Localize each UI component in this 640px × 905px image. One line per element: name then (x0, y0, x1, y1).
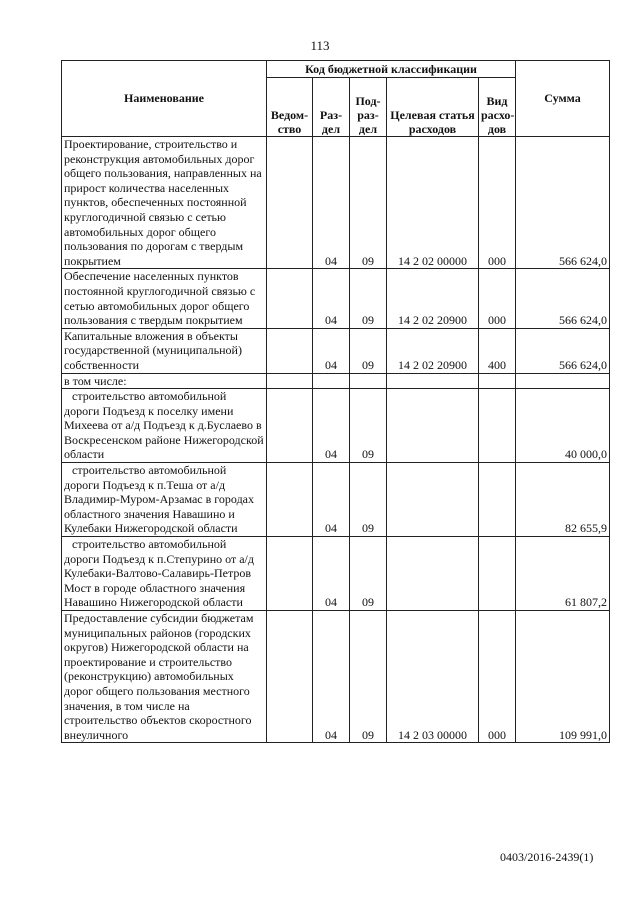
cell-target (387, 537, 479, 611)
cell-amount: 566 624,0 (516, 137, 610, 269)
header-kind: Вид расхо-дов (479, 78, 516, 137)
header-dept: Ведом-ство (267, 78, 313, 137)
table-row (62, 137, 610, 269)
cell-section: 04 (313, 611, 350, 743)
cell-kind (479, 373, 516, 389)
cell-kind: 000 (479, 611, 516, 743)
cell-amount: 109 991,0 (516, 611, 610, 743)
cell-dept (267, 328, 313, 373)
cell-dept (267, 373, 313, 389)
cell-section: 04 (313, 137, 350, 269)
cell-target: 14 2 02 00000 (387, 137, 479, 269)
cell-kind (479, 537, 516, 611)
document-code: 0403/2016-2439(1) (500, 850, 594, 864)
cell-dept (267, 611, 313, 743)
cell-name: Капитальные вложения в объекты государственной (муниципальной) собственности (62, 328, 267, 373)
cell-kind: 000 (479, 269, 516, 328)
cell-section: 04 (313, 328, 350, 373)
cell-name: в том числе: (62, 373, 267, 389)
header-amount: Сумма (516, 61, 610, 137)
cell-amount: 566 624,0 (516, 328, 610, 373)
cell-subsection: 09 (350, 137, 387, 269)
cell-section: 04 (313, 537, 350, 611)
table-row (62, 537, 610, 611)
page-number: 113 (310, 38, 330, 53)
cell-amount: 40 000,0 (516, 389, 610, 463)
cell-subsection: 09 (350, 537, 387, 611)
cell-target: 14 2 03 00000 (387, 611, 479, 743)
table-row (62, 328, 610, 373)
table-row (62, 269, 610, 328)
header-target: Целевая статья расходов (387, 78, 479, 137)
cell-amount: 61 807,2 (516, 537, 610, 611)
header-section: Раз-дел (313, 78, 350, 137)
cell-name: Проектирование, строительство и реконструкция автомобильных дорог общего пользования, направленных на прирост количества населенных пунктов, обеспеченных постоянной круглогодичной связью с сетью автомобильных дорог общего пользования по дорогам с твердым покрытием (62, 137, 267, 269)
header-name: Наименование (62, 61, 267, 137)
cell-dept (267, 269, 313, 328)
header-code-group: Код бюджетной классификации (267, 61, 516, 78)
cell-section: 04 (313, 389, 350, 463)
cell-target (387, 463, 479, 537)
budget-table (61, 60, 610, 743)
cell-name: строительство автомобильной дороги Подъезд к поселку имени Михеева от а/д Подъезд к д.Буслаево в Воскресенском районе Нижегородской области (62, 389, 267, 463)
cell-subsection: 09 (350, 389, 387, 463)
cell-section: 04 (313, 463, 350, 537)
table-row (62, 373, 610, 389)
cell-kind (479, 463, 516, 537)
cell-amount (516, 373, 610, 389)
cell-amount: 82 655,9 (516, 463, 610, 537)
cell-kind: 000 (479, 137, 516, 269)
cell-subsection: 09 (350, 269, 387, 328)
cell-target: 14 2 02 20900 (387, 269, 479, 328)
cell-kind (479, 389, 516, 463)
cell-target (387, 389, 479, 463)
cell-subsection: 09 (350, 611, 387, 743)
cell-name: строительство автомобильной дороги Подъезд к п.Теша от а/д Владимир-Муром-Арзамас в городах областного значения Навашино и Кулебаки Нижегородской области (62, 463, 267, 537)
cell-name: строительство автомобильной дороги Подъезд к п.Степурино от а/д Кулебаки-Валтово-Салавирь-Петров Мост в городе областного значения Навашино Нижегородской области (62, 537, 267, 611)
header-subsection: Под-раз-дел (350, 78, 387, 137)
cell-name: Предоставление субсидии бюджетам муниципальных районов (городских округов) Нижегородской области на проектирование и строительство (реконструкцию) автомобильных дорог общего пользования местного значения, в том числе на строительство объектов скоростного внеуличного (62, 611, 267, 743)
table-row (62, 463, 610, 537)
cell-kind: 400 (479, 328, 516, 373)
cell-section (313, 373, 350, 389)
cell-amount: 566 624,0 (516, 269, 610, 328)
cell-target: 14 2 02 20900 (387, 328, 479, 373)
table-body (62, 137, 610, 743)
cell-dept (267, 537, 313, 611)
cell-target (387, 373, 479, 389)
cell-name: Обеспечение населенных пунктов постоянной круглогодичной связью с сетью автомобильных дорог общего пользования с твердым покрытием (62, 269, 267, 328)
cell-dept (267, 389, 313, 463)
cell-dept (267, 463, 313, 537)
table-row (62, 611, 610, 743)
cell-dept (267, 137, 313, 269)
cell-subsection: 09 (350, 463, 387, 537)
cell-section: 04 (313, 269, 350, 328)
table-row (62, 389, 610, 463)
cell-subsection (350, 373, 387, 389)
cell-subsection: 09 (350, 328, 387, 373)
